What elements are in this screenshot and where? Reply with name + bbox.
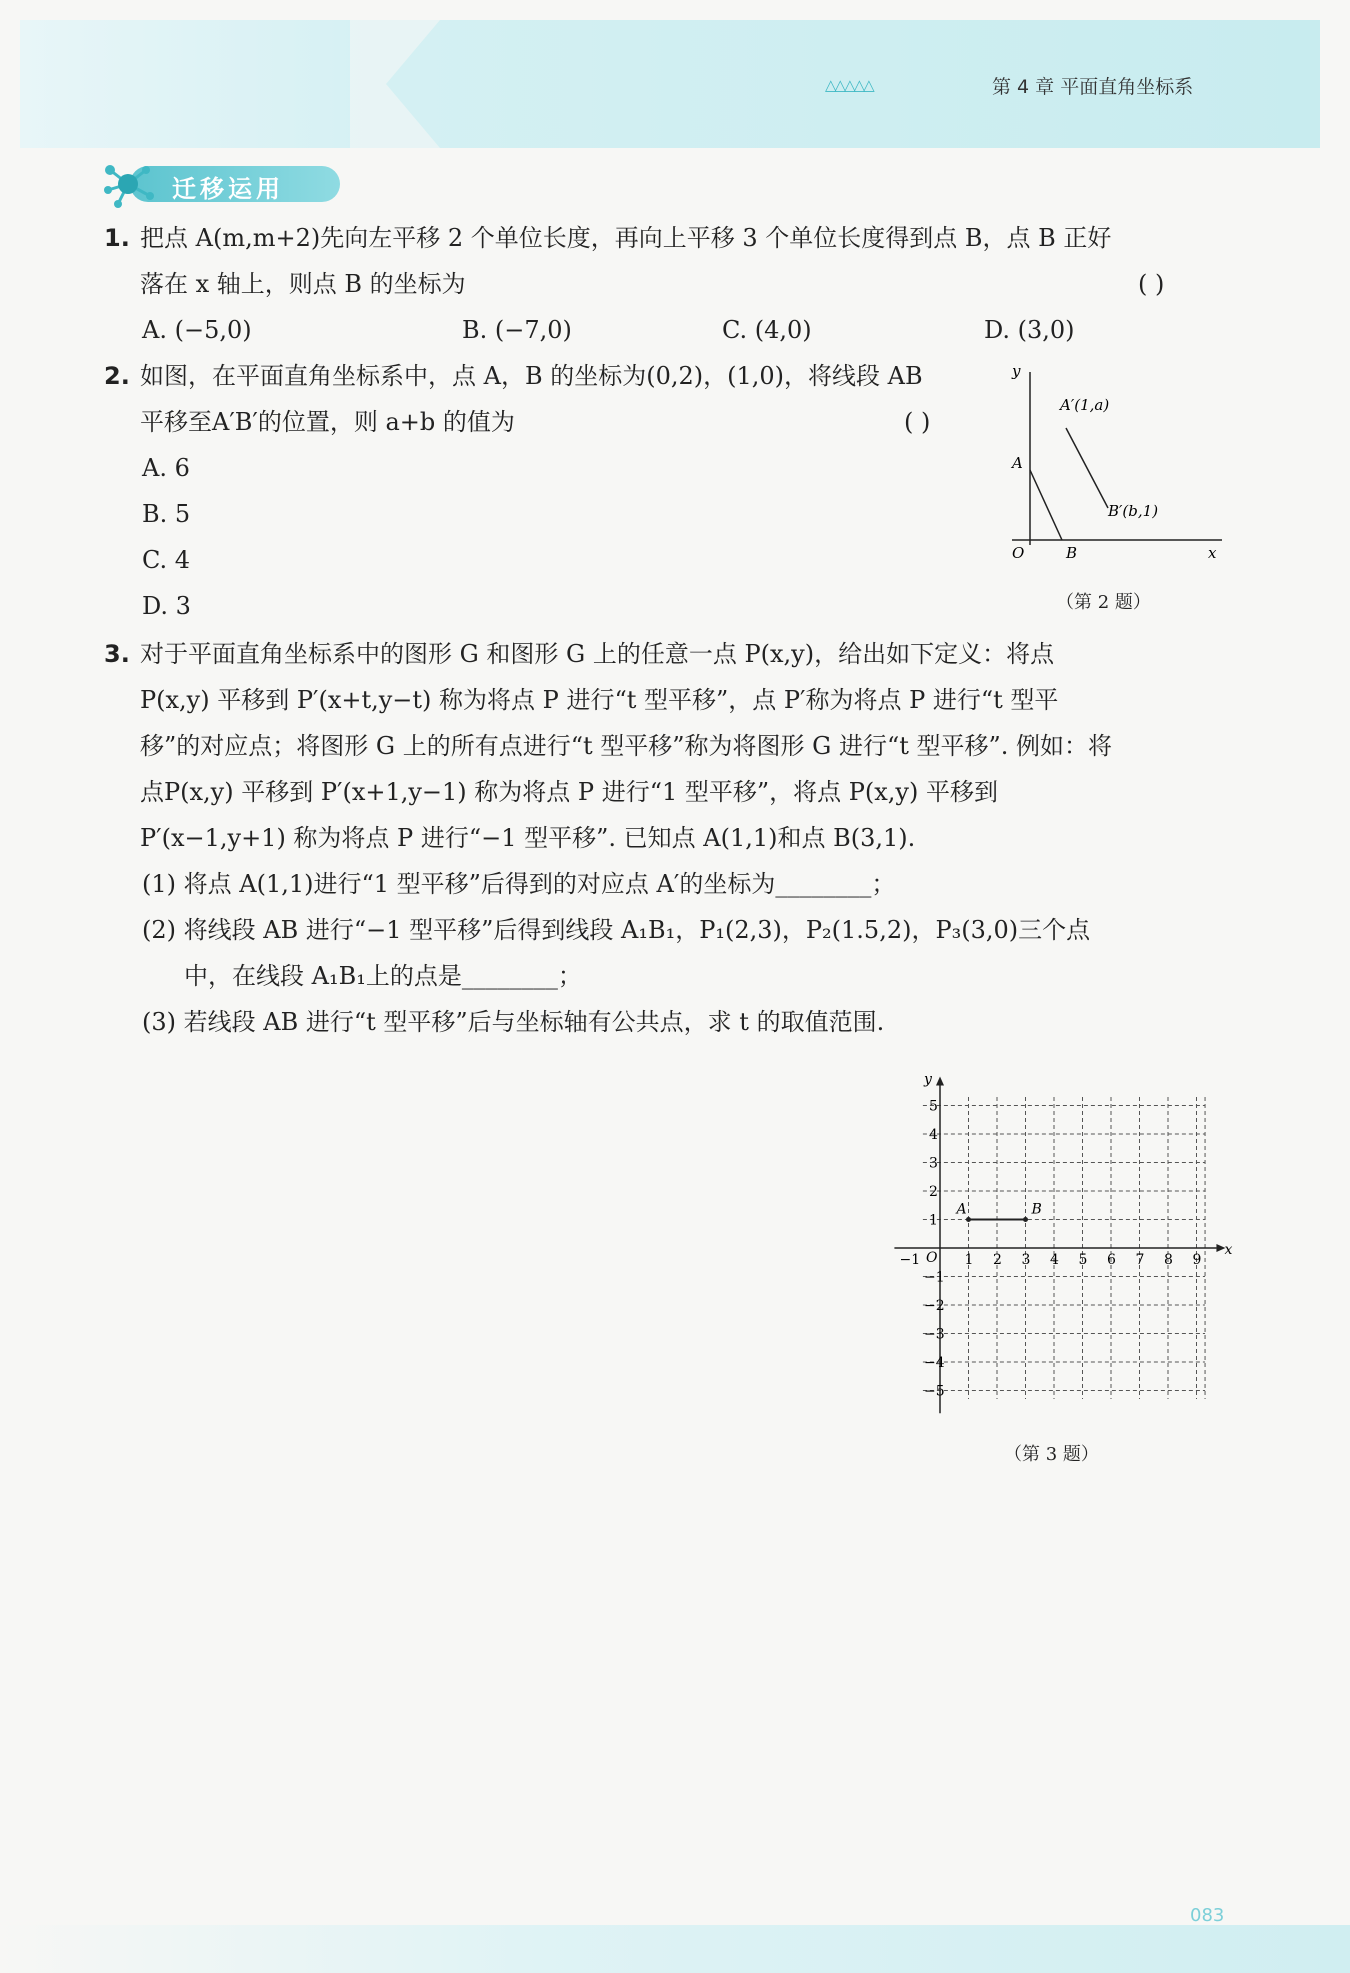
q3-point-B	[1023, 1217, 1028, 1222]
q3-y-tick-label: −1	[924, 1269, 945, 1286]
q3-grid-figure	[880, 1070, 1233, 1420]
q3-sub2-line2: 中，在线段 A₁B₁上的点是________；	[184, 962, 582, 990]
q3-y-tick-label: 5	[929, 1098, 938, 1115]
q3-x-tick-label: 9	[1192, 1252, 1202, 1268]
q2-y-label: y	[1012, 362, 1021, 380]
page-number: 083	[1190, 1905, 1225, 1926]
q3-y-tick-label: −5	[924, 1383, 945, 1400]
q3-y-axis-arrow-icon	[936, 1077, 944, 1086]
q3-x-tick-label: 1	[964, 1252, 974, 1268]
q2-origin-label: O	[1012, 544, 1025, 562]
q3-line3: 移”的对应点；将图形 G 上的所有点进行“t 型平移”称为将图形 G 进行“t 型平移”. 例如：将	[140, 732, 1113, 760]
triangle-decoration-icon: △△△△△	[825, 76, 873, 94]
q3-y-tick-label: −4	[924, 1355, 945, 1371]
footer-band	[0, 1925, 1350, 1973]
section-title: 迁移运用	[172, 175, 284, 203]
q2-label-B: B	[1066, 544, 1078, 562]
q3-x-tick-label: 4	[1050, 1252, 1059, 1268]
q1-option-a: A. (−5,0)	[142, 316, 252, 344]
q2-label-A: A	[1012, 454, 1023, 472]
q3-sub2-line1: (2) 将线段 AB 进行“−1 型平移”后得到线段 A₁B₁，P₁(2,3)，P₂(1.5,2)，P₃(3,0)三个点	[142, 916, 1091, 944]
q3-origin-label: O	[926, 1250, 938, 1266]
q2-answer-paren: ( )	[904, 408, 931, 436]
q2-number: 2.	[104, 362, 130, 390]
q3-x-tick-label: 2	[993, 1252, 1002, 1268]
q3-x-tick-label: 3	[1021, 1252, 1031, 1268]
q2-figure	[1000, 360, 1230, 570]
q2-option-d: D. 3	[142, 592, 191, 620]
q2-line1: 如图，在平面直角坐标系中，点 A，B 的坐标为(0,2)，(1,0)，将线段 AB	[140, 362, 923, 390]
q2-label-B-prime: B′(b,1)	[1108, 502, 1159, 520]
q3-y-tick-label: 4	[929, 1127, 938, 1143]
q1-answer-paren: ( )	[1138, 270, 1165, 298]
q3-number: 3.	[104, 640, 130, 668]
q3-y-tick-label: 1	[929, 1212, 938, 1229]
q1-option-d: D. (3,0)	[984, 316, 1075, 344]
q2-segment-A-prime-B-prime	[1066, 428, 1108, 508]
q2-line2: 平移至A′B′的位置，则 a+b 的值为	[140, 408, 515, 436]
q2-x-label: x	[1208, 544, 1217, 562]
q2-label-A-prime: A′(1,a)	[1060, 396, 1110, 414]
q1-line2: 落在 x 轴上，则点 B 的坐标为	[140, 270, 466, 298]
section-badge	[100, 160, 340, 208]
q2-option-b: B. 5	[142, 500, 191, 528]
q3-y-label: y	[924, 1071, 932, 1088]
q3-y-tick-label: −3	[924, 1326, 945, 1343]
molecule-icon	[100, 160, 160, 208]
q3-x-tick-label: −1	[899, 1252, 921, 1268]
q3-x-tick-label: 6	[1107, 1252, 1116, 1268]
q3-y-tick-label: 3	[929, 1155, 938, 1172]
q1-line1: 把点 A(m,m+2)先向左平移 2 个单位长度，再向上平移 3 个单位长度得到点 B，点 B 正好	[140, 224, 1112, 252]
q3-line1: 对于平面直角坐标系中的图形 G 和图形 G 上的任意一点 P(x,y)，给出如下定义：将点	[140, 640, 1055, 668]
q2-caption: （第 2 题）	[1056, 592, 1151, 613]
q3-sub1: (1) 将点 A(1,1)进行“1 型平移”后得到的对应点 A′的坐标为________；	[142, 870, 896, 898]
q3-line4: 点P(x,y) 平移到 P′(x+1,y−1) 称为将点 P 进行“1 型平移”，将点 P(x,y) 平移到	[140, 778, 998, 806]
q3-line2: P(x,y) 平移到 P′(x+t,y−t) 称为将点 P 进行“t 型平移”，点 P′称为将点 P 进行“t 型平	[140, 686, 1059, 714]
q3-sub3: (3) 若线段 AB 进行“t 型平移”后与坐标轴有公共点，求 t 的取值范围.	[142, 1008, 885, 1036]
q2-option-a: A. 6	[142, 454, 190, 482]
q3-point-A	[966, 1217, 971, 1222]
q1-option-c: C. (4,0)	[722, 316, 812, 344]
q3-x-tick-label: 5	[1078, 1252, 1088, 1268]
q2-option-c: C. 4	[142, 546, 191, 574]
q1-option-b: B. (−7,0)	[462, 316, 572, 344]
q2-segment-AB	[1030, 470, 1062, 540]
q3-y-tick-label: −2	[924, 1298, 945, 1314]
q3-label-B: B	[1031, 1201, 1042, 1218]
q3-line5: P′(x−1,y+1) 称为将点 P 进行“−1 型平移”. 已知点 A(1,1)和点 B(3,1).	[140, 824, 916, 852]
q3-x-label: x	[1224, 1242, 1233, 1258]
q3-x-tick-label: 7	[1135, 1252, 1145, 1268]
q3-caption: （第 3 题）	[1004, 1444, 1099, 1465]
q1-number: 1.	[104, 224, 130, 252]
q3-y-tick-label: 2	[929, 1184, 938, 1200]
q3-label-A: A	[956, 1201, 967, 1218]
chapter-title: 第 4 章 平面直角坐标系	[992, 76, 1194, 98]
q3-x-tick-label: 8	[1164, 1252, 1173, 1268]
